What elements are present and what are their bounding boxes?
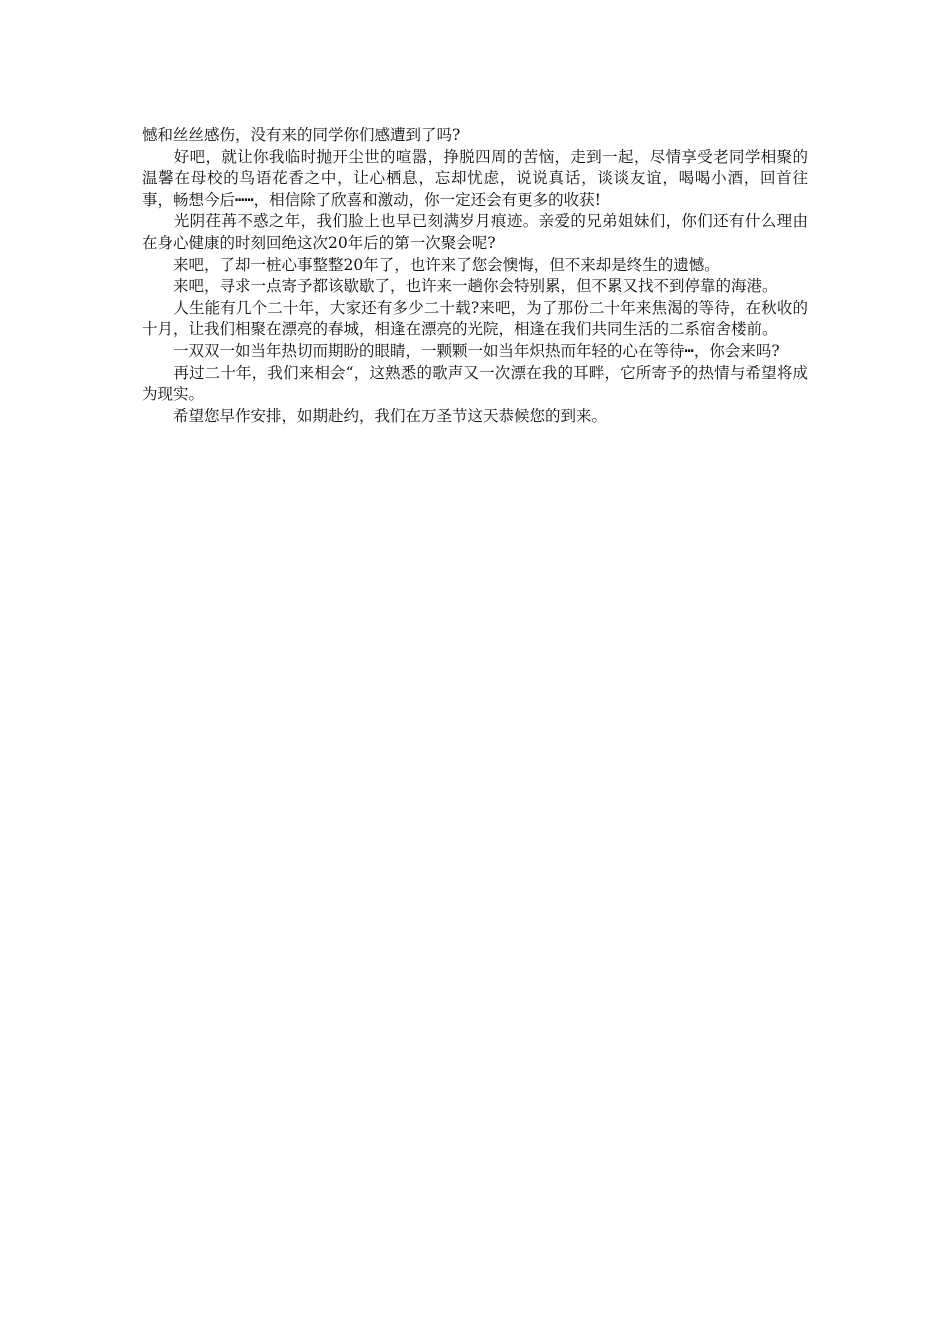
paragraph-7: 一双双一如当年热切而期盼的眼睛，一颗颗一如当年炽热而年轻的心在等待┅，你会来吗? [142, 341, 780, 360]
paragraph-9: 希望您早作安排，如期赴约，我们在万圣节这天恭候您的到来。 [142, 406, 608, 425]
paragraph-3: 光阴荏苒不惑之年，我们脸上也早已刻满岁月痕迹。亲爱的兄弟姐妹们，你们还有什么理由在身心健康的时刻回绝这次20年后的第一次聚会呢? [142, 212, 808, 252]
paragraph-4: 来吧，了却一桩心事整整20年了，也许来了您会懊悔，但不来却是终生的遗憾。 [142, 255, 720, 274]
paragraph-6: 人生能有几个二十年，大家还有多少二十载?来吧，为了那份二十年来焦渴的等待，在秋收的十月，让我们相聚在漂亮的春城，相逢在漂亮的光院，相逢在我们共同生活的二系宿舍楼前。 [142, 298, 808, 339]
paragraph-1: 憾和丝丝感伤，没有来的同学你们感遭到了吗? [142, 126, 461, 144]
paragraph-5: 来吧，寻求一点寄予都该歇歇了，也许来一趟你会特别累，但不累又找不到停靠的海港。 [142, 277, 778, 296]
document-body [142, 125, 808, 427]
paragraph-8: 再过二十年，我们来相会“，这熟悉的歌声又一次漂在我的耳畔，它所寄予的热情与希望将成为现实。 [142, 363, 808, 404]
paragraph-2: 好吧，就让你我临时抛开尘世的喧嚣，挣脱四周的苦恼，走到一起，尽情享受老同学相聚的温馨在母校的鸟语花香之中，让心栖息，忘却忧虑，说说真话，谈谈友谊，喝喝小酒，回首往事，畅想今后┅┅，相信除了欣喜和激动，你一定还会有更多的收获! [142, 147, 808, 209]
